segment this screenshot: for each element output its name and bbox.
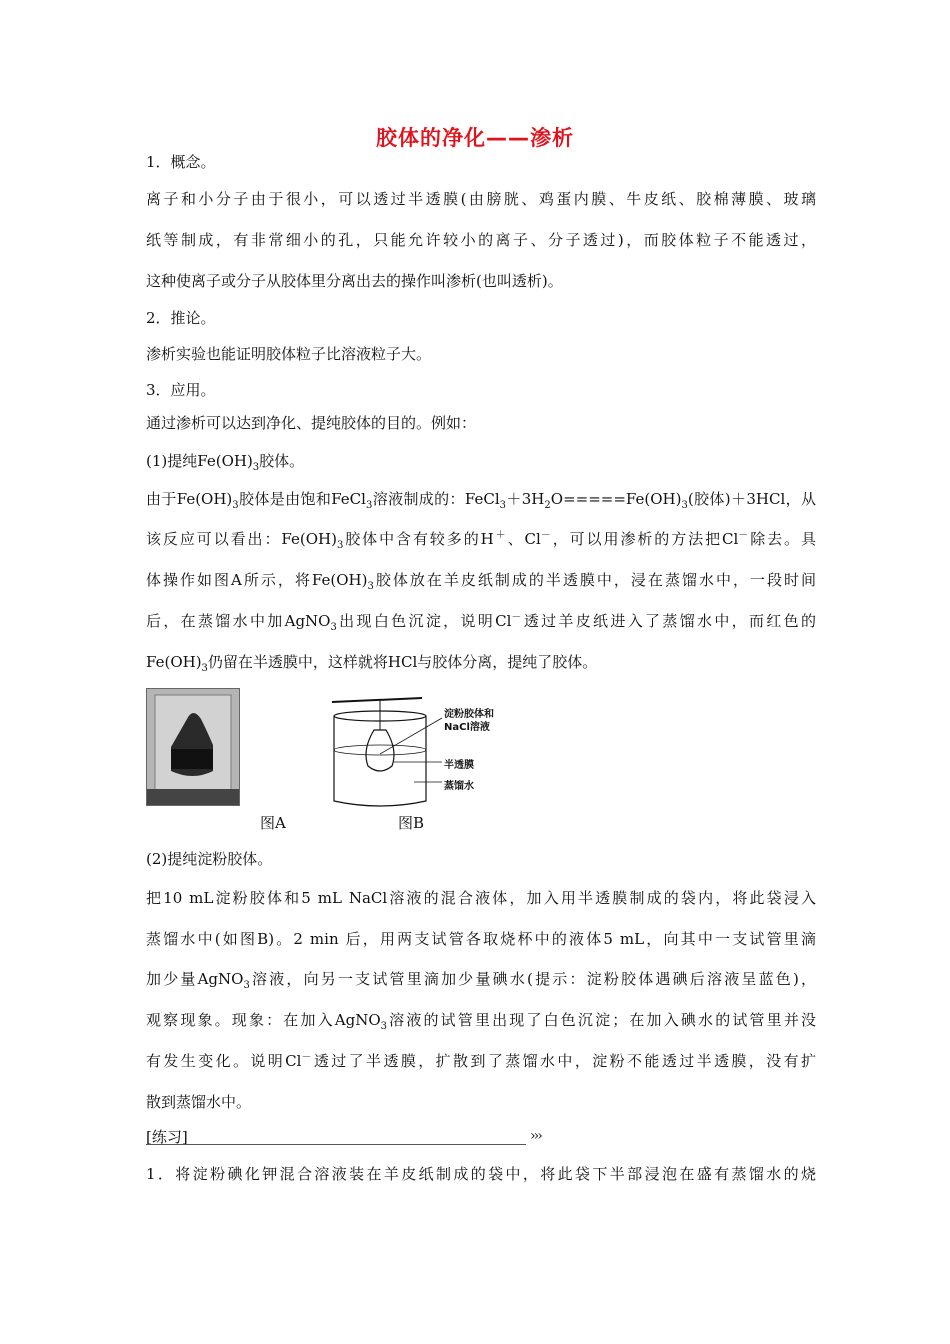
- fe-oh3-line-1: 由于$Fe(OH)_3$胶体是由饱和FeCl$_3$溶液制成的：$FeCl_3+3H_2O=====Fe(OH)_3$(胶体)＋3HCl，从: [146, 490, 816, 511]
- starch-line-3: 加少量AgNO$_3$溶液，向另一支试管里滴加少量碘水(提示：淀粉胶体遇碘后溶液呈蓝色)，: [146, 970, 816, 991]
- section-1-heading: 1．概念。: [146, 153, 216, 171]
- section-2-heading: 2．推论。: [146, 309, 216, 327]
- fe-oh3-line-4: 后，在蒸馏水中加AgNO$_3$出现白色沉淀，说明Cl－透过羊皮纸进入了蒸馏水中，而红色的: [146, 612, 816, 633]
- fe-oh3-heading: (1)提纯$Fe(OH)_3$胶体。: [146, 452, 305, 473]
- fe-oh3-line-5: $Fe(OH)_3$仍留在半透膜中，这样就将HCl与胶体分离，提纯了胶体。: [146, 653, 598, 674]
- starch-line-4: 观察现象。现象：在加入AgNO$_3$溶液的试管里出现了白色沉淀；在加入碘水的试管里并没: [146, 1011, 816, 1032]
- starch-heading: (2)提纯淀粉胶体。: [146, 850, 273, 868]
- practice-heading: [练习]: [146, 1128, 188, 1146]
- section-1-line-3: 这种使离子或分子从胶体里分离出去的操作叫渗析(也叫透析)。: [146, 272, 563, 290]
- starch-line-1: 把10 mL淀粉胶体和5 mL NaCl溶液的混合液体，加入用半透膜制成的袋内，将此袋浸入: [146, 889, 816, 907]
- section-3-heading: 3．应用。: [146, 381, 216, 399]
- starch-line-6: 散到蒸馏水中。: [146, 1093, 252, 1111]
- section-1-line-2: 纸等制成，有非常细小的孔，只能允许较小的离子、分子透过)，而胶体粒子不能透过，: [146, 231, 816, 249]
- figure-b-label-water: 蒸馏水: [444, 781, 474, 792]
- figure-a-photo: [146, 688, 240, 806]
- practice-divider: [146, 1144, 526, 1145]
- practice-question-1: 1．将淀粉碘化钾混合溶液装在羊皮纸制成的袋中，将此袋下半部浸泡在盛有蒸馏水的烧: [146, 1165, 816, 1183]
- page-title: 胶体的净化——渗析: [376, 126, 574, 150]
- starch-line-5: 有发生变化。说明Cl－透过了半透膜，扩散到了蒸馏水中，淀粉不能透过半透膜，没有扩: [146, 1052, 816, 1070]
- section-1-line-1: 离子和小分子由于很小，可以透过半透膜(由膀胱、鸡蛋内膜、牛皮纸、胶棉薄膜、玻璃: [146, 190, 816, 208]
- figure-a-caption: 图A: [260, 814, 286, 832]
- fe-oh3-line-3: 体操作如图A所示，将$Fe(OH)_3$胶体放在羊皮纸制成的半透膜中，浸在蒸馏水中，一段时间: [146, 571, 816, 592]
- chevron-right-icon: ›››: [530, 1128, 541, 1144]
- figure-b-label-membrane: 半透膜: [444, 760, 474, 771]
- starch-line-2: 蒸馏水中(如图B)。2 min 后，用两支试管各取烧杯中的液体5 mL，向其中一支试管里滴: [146, 930, 816, 948]
- fe-oh3-line-2: 该反应可以看出：$Fe(OH)_3$胶体中含有较多的H＋、Cl－，可以用渗析的方法把Cl－除去。具: [146, 530, 816, 551]
- section-2-line-1: 渗析实验也能证明胶体粒子比溶液粒子大。: [146, 345, 432, 363]
- figure-b-caption: 图B: [398, 814, 425, 832]
- figure-b-label-starch: 淀粉胶体和 NaCl溶液: [444, 709, 494, 733]
- section-3-line-1: 通过渗析可以达到净化、提纯胶体的目的。例如：: [146, 414, 477, 432]
